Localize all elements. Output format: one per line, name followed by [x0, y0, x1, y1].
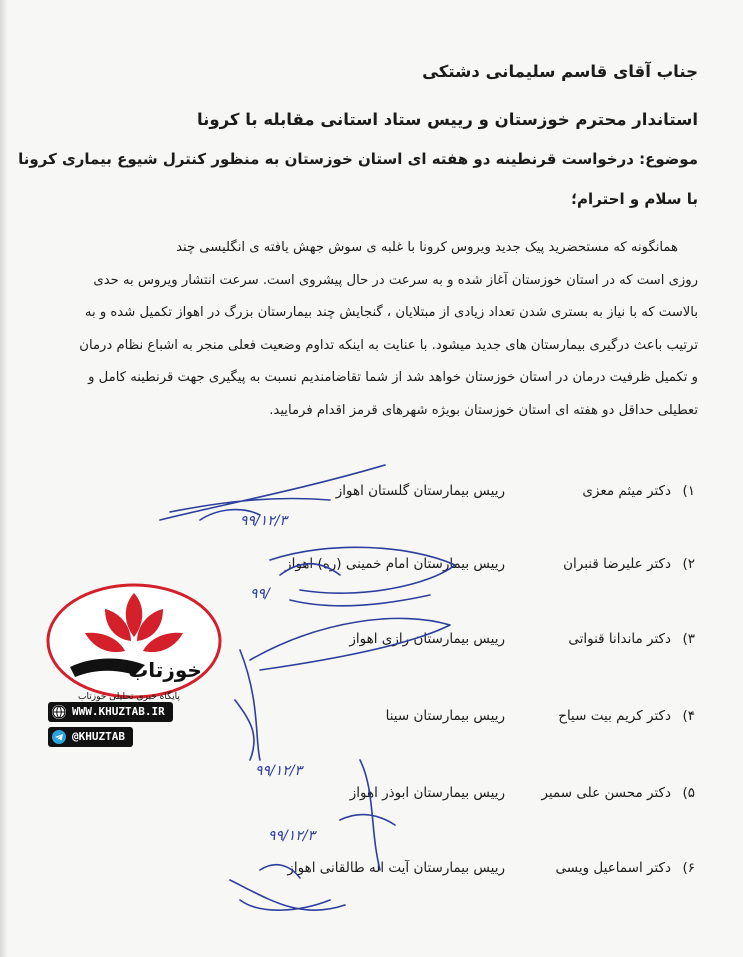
letter-body	[58, 232, 698, 427]
body-line: تعطیلی حداقل دو هفته ای استان خوزستان بویژه شهرهای قرمز اقدام فرمایید.	[269, 402, 698, 418]
website-badge	[48, 702, 173, 722]
signatory-title: رییس بیمارستان سینا	[385, 708, 505, 724]
signatory-name: دکتر کریم بیت سیاح	[558, 708, 671, 724]
signatory-name: دکتر میثم معزی	[582, 483, 671, 499]
page-edge-shadow	[0, 0, 8, 957]
signatory-name: دکتر محسن علی سمیر	[541, 785, 671, 801]
recipient-title: استاندار محترم خوزستان و رییس ستاد استانی مقابله با کرونا	[196, 110, 698, 129]
telegram-badge	[48, 727, 133, 747]
body-line: و تکمیل ظرفیت درمان در استان خوزستان خواهد شد از شما تقاضامندیم نسبت به پیگیری جهت قرنطینه کامل و	[88, 370, 698, 385]
body-line: روزی است که در استان خوزستان آغاز شده و به سرعت در حال پیشروی است. سرعت انتشار ویروس به حدی	[93, 272, 698, 288]
body-line: ترتیب باعث درگیری بیمارستان های جدید میشود. با عنایت به اینکه تداوم وضعیت فعلی منجر به اشباع نظام درمان	[79, 337, 698, 353]
signatory-name: دکتر ماندانا قنواتی	[568, 631, 671, 647]
signatory-row	[225, 631, 695, 655]
greeting: با سلام و احترام؛	[571, 190, 698, 208]
website-text: WWW.KHUZTAB.IR	[72, 705, 165, 718]
logo-wordmark: خوزتاب	[128, 658, 202, 682]
telegram-icon	[52, 730, 66, 744]
body-line: همانگونه که مستحضرید پیک جدید ویروس کرونا با غلبه ی سوش جهش یافته ی انگلیسی چند	[176, 240, 678, 255]
signatory-row	[225, 708, 695, 732]
globe-icon	[52, 705, 66, 719]
recipient-line: جناب آقای قاسم سلیمانی دشتکی	[422, 62, 698, 81]
handwritten-date: ۹۹/۱۲/۳	[268, 828, 316, 844]
body-line: بالاست که با نیاز به بستری شدن تعداد زیادی از مبتلایان ، گنجایش چند بیمارستان بزرگ در اهواز تکمیل شده و به	[84, 305, 698, 320]
signatory-title: رییس بیمارستان آیت اله طالقانی اهواز	[287, 860, 505, 876]
signatory-title: رییس بیمارستان امام خمینی (ره) اهواز	[285, 556, 505, 572]
signatory-row	[225, 785, 695, 809]
logo-caption: پایگاه خبری تحلیلی خوزتاب	[78, 692, 180, 702]
handwritten-date: ۹۹/	[250, 586, 270, 602]
subject-line: موضوع: درخواست قرنطینه دو هفته ای استان خوزستان به منظور کنترل شیوع بیماری کرونا	[18, 150, 698, 168]
signatory-number: ۲)	[682, 556, 695, 572]
signatory-number: ۳)	[682, 631, 695, 647]
handwritten-date: ۹۹/۱۲/۳	[240, 513, 288, 529]
signatory-row	[225, 556, 695, 580]
telegram-handle: @KHUZTAB	[72, 730, 125, 743]
signatory-name: دکتر اسماعیل ویسی	[555, 860, 671, 876]
signatory-row	[225, 483, 695, 507]
signatory-title: رییس بیمارستان گلستان اهواز	[335, 483, 505, 499]
signatory-row	[225, 860, 695, 884]
signatory-title: رییس بیمارستان رازی اهواز	[349, 631, 505, 647]
signatory-name: دکتر علیرضا قنبران	[563, 556, 671, 572]
signatory-number: ۴)	[682, 708, 695, 724]
signatory-number: ۶)	[682, 860, 695, 876]
signatory-title: رییس بیمارستان ابوذر اهواز	[349, 785, 505, 801]
signatory-number: ۵)	[682, 785, 695, 801]
handwritten-date: ۹۹/۱۲/۳	[255, 763, 303, 779]
signatory-number: ۱)	[682, 483, 695, 499]
